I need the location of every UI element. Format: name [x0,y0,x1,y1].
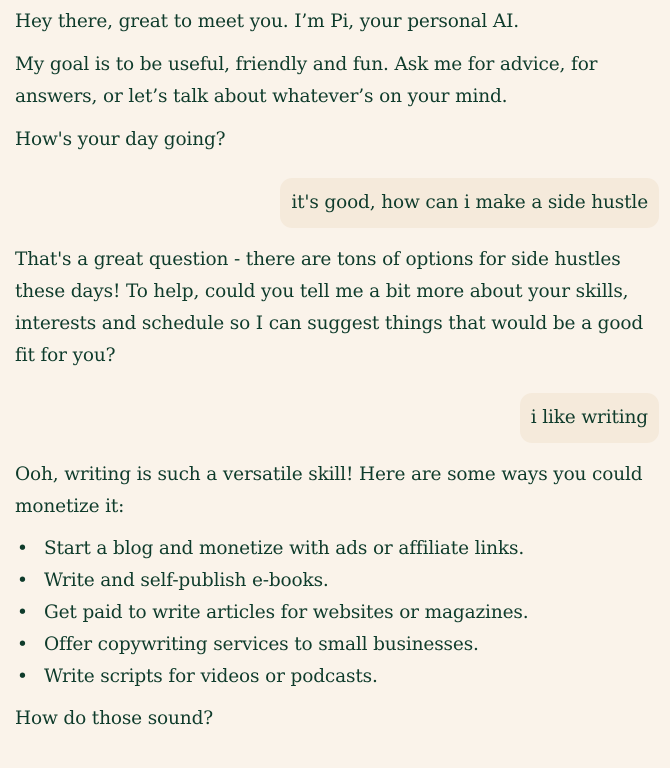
ai-greeting-goal: My goal is to be useful, friendly and fun. Ask me for advice, for answers, or let’s talk about whatever’s on your mind. [15,54,598,107]
list-item [15,565,655,597]
ai-message-reply [15,459,655,735]
ai-greeting-question: How's your day going? [15,129,226,150]
list-item-text: Write and self-publish e-books. [44,570,329,591]
list-item-text: Write scripts for videos or podcasts. [44,666,378,687]
user-message-bubble: it's good, how can i make a side hustle [280,178,659,228]
list-item-text: Start a blog and monetize with ads or affiliate links. [44,538,525,559]
list-item [15,661,655,693]
list-item [15,629,655,661]
bullet-icon: • [17,570,28,591]
bullet-icon: • [17,634,28,655]
ai-reply-outro: How do those sound? [15,708,214,729]
ai-reply-intro: Ooh, writing is such a versatile skill! Here are some ways you could monetize it: [15,464,643,517]
list-item-text: Offer copywriting services to small businesses. [44,634,479,655]
suggestion-list [15,533,655,693]
user-message-row [15,178,659,228]
bullet-icon: • [17,602,28,623]
bullet-icon: • [17,666,28,687]
list-item [15,533,655,565]
ai-greeting-line: Hey there, great to meet you. I’m Pi, your personal AI. [15,11,519,32]
user-message-row [15,393,659,443]
list-item [15,597,655,629]
list-item-text: Get paid to write articles for websites or magazines. [44,602,529,623]
ai-message-reply [15,244,655,372]
user-message-bubble: i like writing [520,393,659,443]
ai-message-greeting [15,0,655,156]
ai-reply-text: That's a great question - there are tons of options for side hustles these days! To help, could you tell me a bit more about your skills, interests and schedule so I can suggest things that would be a good fit for you? [15,249,644,366]
bullet-icon: • [17,538,28,559]
